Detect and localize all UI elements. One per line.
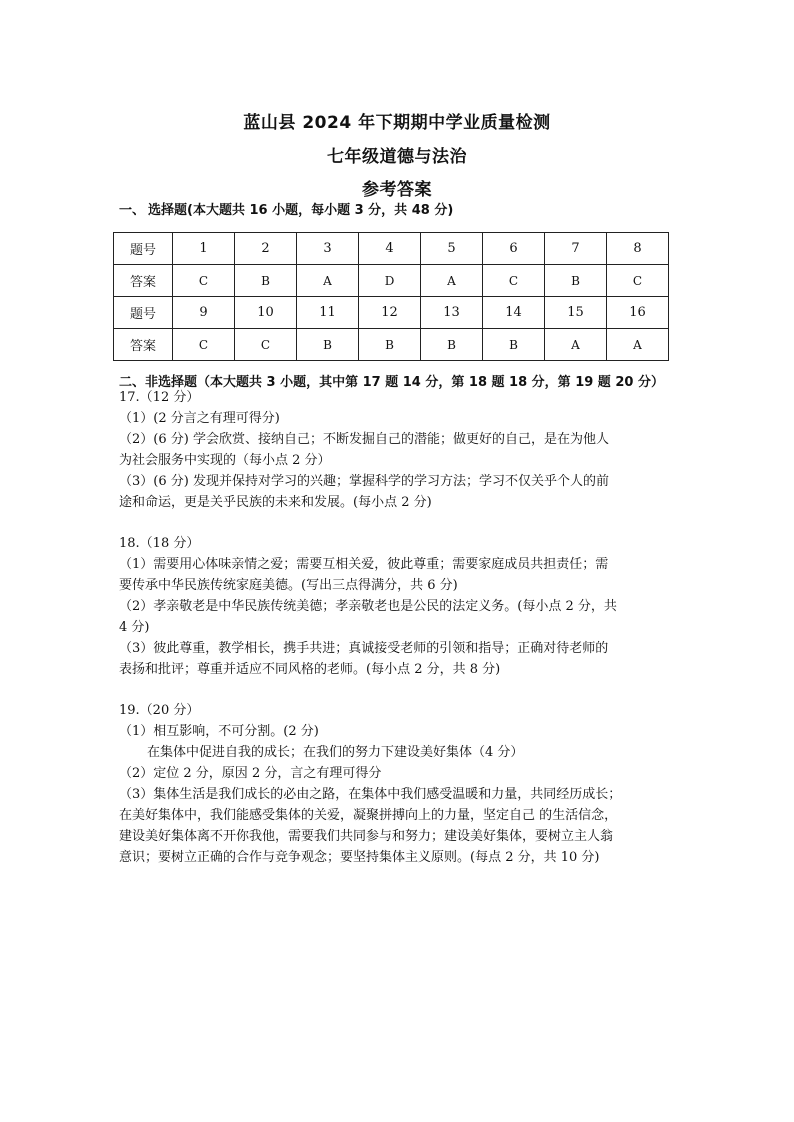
answer-cell: C: [235, 329, 297, 361]
question-number: 12: [359, 297, 421, 329]
question-number: 7: [545, 233, 607, 265]
q18-answer-line: 4 分): [119, 620, 150, 635]
question-number: 11: [297, 297, 359, 329]
q19-heading: 19.（20 分）: [119, 703, 200, 718]
question-number: 10: [235, 297, 297, 329]
answer-cell: B: [545, 265, 607, 297]
question-number: 9: [173, 297, 235, 329]
q19-answer-line: 建设美好集体离不开你我他，需要我们共同参与和努力；建设美好集体，要树立主人翁: [119, 829, 614, 844]
exam-title: 蓝山县 2024 年下期期中学业质量检测: [243, 113, 551, 133]
answer-cell: B: [359, 329, 421, 361]
question-number: 4: [359, 233, 421, 265]
q18-answer-line: （1）需要用心体味亲情之爱；需要互相关爱，彼此尊重；需要家庭成员共担责任；需: [119, 557, 609, 572]
question-number: 16: [607, 297, 669, 329]
q19-answer-line: 在集体中促进自我的成长；在我们的努力下建设美好集体（4 分）: [147, 745, 524, 760]
table-row: [114, 297, 669, 329]
q19-answer-line: （2）定位 2 分，原因 2 分，言之有理可得分: [119, 766, 382, 781]
answer-cell: B: [421, 329, 483, 361]
answer-cell: B: [235, 265, 297, 297]
question-number: 13: [421, 297, 483, 329]
answer-cell: C: [173, 265, 235, 297]
q19-answer-line: （1）相互影响，不可分割。(2 分): [119, 724, 319, 739]
answer-cell: C: [173, 329, 235, 361]
answer-cell: C: [607, 265, 669, 297]
row-label-question: 题号: [114, 233, 173, 265]
answer-cell: A: [545, 329, 607, 361]
section-1-heading: [119, 199, 453, 218]
question-number: 14: [483, 297, 545, 329]
section-1-number: 一、: [119, 203, 146, 218]
q17-heading: 17.（12 分）: [119, 390, 200, 405]
q17-answer-line: 为社会服务中实现的（每小点 2 分）: [119, 453, 331, 468]
exam-subtitle: 七年级道德与法治: [327, 147, 467, 167]
question-number: 8: [607, 233, 669, 265]
q17-answer-line: 途和命运，更是关乎民族的未来和发展。(每小点 2 分): [119, 495, 432, 510]
question-number: 2: [235, 233, 297, 265]
q17-answer-line: （1）(2 分言之有理可得分): [119, 411, 280, 426]
row-label-answer: 答案: [114, 265, 173, 297]
question-number: 3: [297, 233, 359, 265]
q18-answer-line: （2）孝亲敬老是中华民族传统美德；孝亲敬老也是公民的法定义务。(每小点 2 分，共: [119, 599, 617, 614]
q18-heading: 18.（18 分）: [119, 536, 200, 551]
question-number: 1: [173, 233, 235, 265]
section-1-text: 选择题(本大题共 16 小题，每小题 3 分，共 48 分): [148, 203, 454, 218]
question-number: 5: [421, 233, 483, 265]
answer-cell: B: [483, 329, 545, 361]
question-number: 6: [483, 233, 545, 265]
question-number: 15: [545, 297, 607, 329]
answer-table: [113, 232, 669, 361]
answer-cell: A: [297, 265, 359, 297]
q18-answer-line: 要传承中华民族传统家庭美德。(写出三点得满分，共 6 分): [119, 578, 458, 593]
answer-key-heading: 参考答案: [362, 180, 432, 200]
section-2-heading: 二、非选择题（本大题共 3 小题，其中第 17 题 14 分，第 18 题 18 分，第 19 题 20 分）: [119, 375, 664, 390]
table-row: [114, 265, 669, 297]
q19-answer-line: （3）集体生活是我们成长的必由之路，在集体中我们感受温暖和力量，共同经历成长；: [119, 787, 622, 802]
q17-answer-line: （2）(6 分) 学会欣赏、接纳自己；不断发掘自己的潜能；做更好的自己，是在为他人: [119, 432, 609, 447]
row-label-answer: 答案: [114, 329, 173, 361]
table-row: [114, 329, 669, 361]
q18-answer-line: （3）彼此尊重，教学相长，携手共进；真诚接受老师的引领和指导；正确对待老师的: [119, 641, 609, 656]
answer-cell: A: [421, 265, 483, 297]
q19-answer-line: 意识；要树立正确的合作与竞争观念；要坚持集体主义原则。(每点 2 分，共 10 分): [119, 850, 600, 865]
answer-cell: B: [297, 329, 359, 361]
table-row: [114, 233, 669, 265]
q19-answer-line: 在美好集体中，我们能感受集体的关爱，凝聚拼搏向上的力量，坚定自己 的生活信念，: [119, 808, 618, 823]
q17-answer-line: （3）(6 分) 发现并保持对学习的兴趣；掌握科学的学习方法；学习不仅关乎个人的前: [119, 474, 609, 489]
row-label-question: 题号: [114, 297, 173, 329]
answer-cell: C: [483, 265, 545, 297]
q18-answer-line: 表扬和批评；尊重并适应不同风格的老师。(每小点 2 分，共 8 分): [119, 662, 501, 677]
answer-cell: A: [607, 329, 669, 361]
answer-cell: D: [359, 265, 421, 297]
